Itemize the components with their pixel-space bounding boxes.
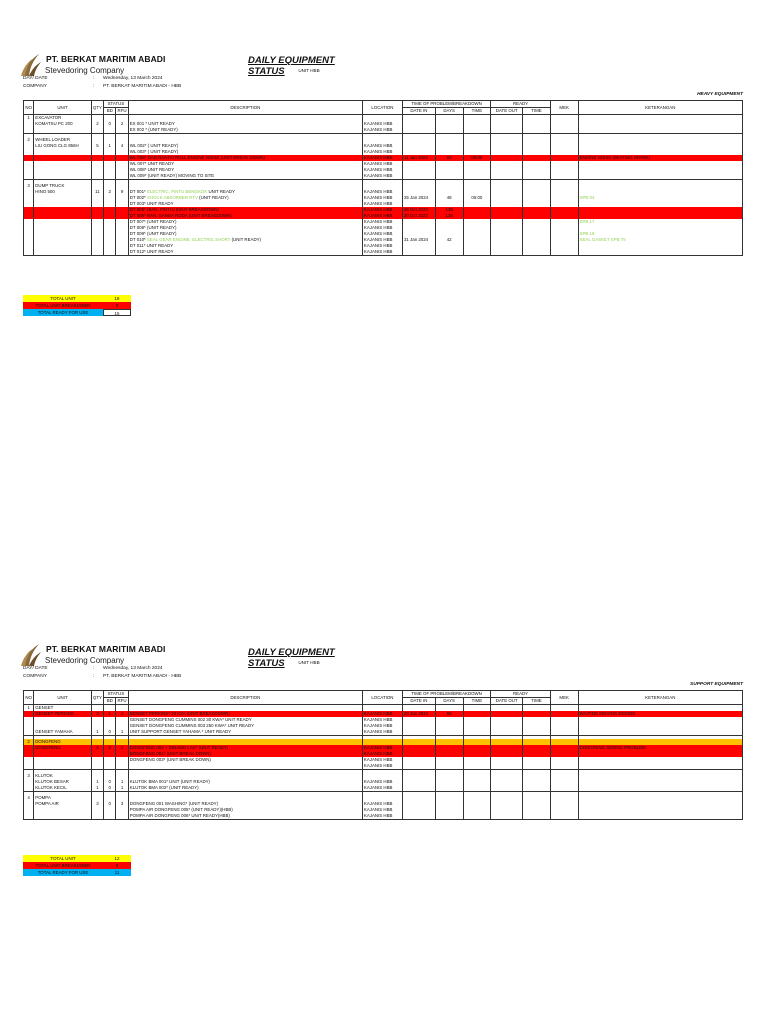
status-text: (UNIT READY) [230,237,262,242]
cell-qty [91,249,103,256]
company-name: PT. BERKAT MARITIM ABADI [46,54,166,64]
header-days: DAYS [435,698,463,705]
cell-rfu: 2 [116,121,128,127]
cell-time: 09:00 [463,155,491,161]
cell-desc: DT 005* (BAN, PINTU) (UNIT BREAKDOWN) [128,207,362,213]
report-subtitle: UNIT HBB [298,68,320,73]
cell-qty [91,813,103,820]
cell-loc: KAJANIS HBB [362,757,402,763]
header-unit: UNIT [34,101,92,115]
report-subtitle: UNIT HBB [298,660,320,665]
company-label: COMPANY [23,84,47,89]
cell-desc: DT 003* UNIT READY [128,201,362,207]
header-time-problem: TIME OF PROBLEM/BREAKDOWN [402,691,490,698]
cell-loc: KAJANIS HBB [362,779,402,785]
cell-no: 1 [24,115,34,122]
header-status: STATUS [104,691,129,698]
cell-no [24,249,34,256]
separator: : [93,76,95,81]
cell-days: 139 [435,207,463,213]
cell-loc: KAJANIS HBB [362,717,402,723]
total-ready-row [23,869,131,876]
cell-desc: DONGFENG 003* (UNIT BREAK DOWN) [128,757,362,763]
cell-loc: KAJANIS HBB [362,249,402,256]
cell-bd: 0 [104,121,116,127]
cell-desc: DT 007* (UNIT READY) [128,219,362,225]
cell-days: 63 [435,155,463,161]
cell-loc: KAJANIS HBB [362,201,402,207]
cell-desc: GENSET DONGFENG CUMMINS 002 30 KWA* UNIT READY [128,717,362,723]
cell-mek [550,249,578,256]
day-date-value: Wednesday, 13 March 2024 [103,76,163,81]
header-mek: MEK [550,691,578,705]
cell-desc: WL 006* DAN RANTAI ROLL ENGINE NOISE (UNIT BREAK DOWN) [128,155,362,161]
cell-time2 [523,813,551,820]
cell-date-in: 31 Jan 2024 [402,237,435,243]
cell-loc: KAJANIS HBB [362,729,402,736]
cell-qty: 11 [91,189,103,195]
cell-note [578,249,742,256]
cell-bd: 0 [104,729,116,736]
cell-date-out [491,249,523,256]
header-date-in: DATE IN [402,108,435,115]
cell-rfu [116,249,128,256]
cell-loc: KAJANIS HBB [362,155,402,161]
header-time-ready: TIME [523,108,551,115]
company-subtitle: Stevedoring Company [45,656,125,665]
cell-bd: 2 [104,745,116,751]
cell-desc: DT 008* (UNIT READY) [128,225,362,231]
cell-unit [34,813,92,820]
report-page-support-equipment [0,638,768,888]
total-unit-row [23,855,131,862]
cell-no: 4 [24,795,34,801]
cell-rfu: 2 [116,711,128,717]
day-date-row [23,666,163,671]
company-name: PT. BERKAT MARITIM ABADI [46,644,166,654]
cell-note: WAITING MOVING ENGINE [578,711,742,717]
cell-days: 135 [435,213,463,219]
cell-loc: KAJANIS HBB [362,723,402,729]
total-ready-value: 15 [103,309,131,316]
header-mek: MEK [550,101,578,115]
cell-loc: KAJANIS HBB [362,801,402,807]
cell-loc: KAJANIS HBB [362,237,402,243]
separator: : [93,666,95,671]
separator: : [93,84,95,89]
separator: : [93,674,95,679]
total-breakdown-row [23,862,131,869]
header-rfu: RFU [117,698,127,703]
cell-no: 2 [24,739,34,745]
problem-note-text: ELECTRIC, PINTU BENGKOK [146,189,208,194]
cell-unit: GENSET YAMAHA [34,729,92,736]
cell-unit: EXCAVATOR [34,115,92,122]
cell-date-in [402,813,435,820]
cell-bd: 0 [104,779,116,785]
description-text: DT 010* [129,237,147,242]
cell-unit: DONGFENG [34,745,92,751]
cell-note: ENGINE NOISE (WAITING SPARE) [578,155,742,161]
header-location: LOCATION [362,101,402,115]
header-rfu: RFU [117,108,127,113]
cell-desc: KLUTOK BMA 001* UNIT (UNIT READY) [128,779,362,785]
cell-desc: GENSET DONGFENG CUMMINS 003 250 KWA* UNIT READY [128,723,362,729]
company-row [23,84,182,89]
cell-days: 42 [435,237,463,243]
cell-loc: KAJANIS HBB [362,189,402,195]
day-date-label: DAY/ DATE [23,666,48,671]
header-time-problem: TIME OF PROBLEM/BREAKDOWN [402,101,490,108]
cell-date-in: 30 Oct 2023 [402,213,435,219]
cell-unit: KOMATSU PC 200 [34,121,92,127]
cell-time: 06:00 [463,195,491,201]
cell-unit: POMPA [34,795,92,801]
cell-rfu: 4 [116,143,128,149]
cell-date-in: 11 Jan 2024 [402,155,435,161]
cell-desc: DT 012* UNIT READY [128,249,362,256]
cell-loc: KAJANIS HBB [362,807,402,813]
cell-date-out [491,813,523,820]
cell-no [24,813,34,820]
problem-note-text: SHOCK ABSORBER RTV [146,195,198,200]
cell-desc: DONGFENG 002 + DINAMO LAS* (UNIT READY) [128,745,362,751]
company-logo-icon [20,642,42,668]
cell-desc: DONGFENG 001 WASHING* (UNIT READY) [128,801,362,807]
equipment-status-table [23,100,743,256]
cell-loc: KAJANIS HBB [362,207,402,213]
cell-loc: KAJANIS HBB [362,785,402,792]
header-no: NO [24,691,34,705]
cell-unit: GENSET PERKINS [34,711,92,717]
cell-loc: KAJANIS HBB [362,751,402,757]
cell-loc: KAJANIS HBB [362,143,402,149]
cell-note: SPB 18 [578,231,742,237]
cell-unit: LIU GONG CLG 856H [34,143,92,149]
total-breakdown-value: 3 [103,862,131,869]
cell-rfu: 1 [116,729,128,736]
cell-loc: KAJANIS HBB [362,231,402,237]
cell-days [435,813,463,820]
cell-desc: DT 011* UNIT READY [128,243,362,249]
cell-no: 3 [24,773,34,779]
cell-loc: KAJANIS HBB [362,167,402,173]
cell-loc: KAJANIS HBB [362,213,402,219]
cell-note: SPB 17 [578,219,742,225]
description-text: DT 001* [129,189,147,194]
header-bd: BD [104,108,116,115]
header-no: NO [24,101,34,115]
cell-qty: 4 [91,745,103,751]
header-ready: READY [491,691,551,698]
cell-note: SPB 04 [578,195,742,201]
cell-no: 3 [24,183,34,189]
header-bd: BD [104,698,116,705]
cell-loc: KAJANIS HBB [362,121,402,127]
header-description: DESCRIPTION [128,101,362,115]
cell-bd: 2 [104,189,116,195]
cell-qty: 3 [91,711,103,717]
cell-desc: WL 002* ( UNIT READY) [128,143,362,149]
cell-unit [34,249,92,256]
cell-unit: HINO 500 [34,189,92,195]
cell-rfu: 1 [116,779,128,785]
cell-no: 1 [24,705,34,712]
header-qty: QTY [91,691,103,705]
cell-rfu: 1 [116,785,128,792]
cell-time [463,813,491,820]
header-location: LOCATION [362,691,402,705]
cell-days: 48 [435,195,463,201]
cell-loc: KAJANIS HBB [362,813,402,820]
cell-days [435,249,463,256]
cell-loc: KAJANIS HBB [362,243,402,249]
cell-unit: DUMP TRUCK [34,183,92,189]
report-page-heavy-equipment [0,0,768,330]
total-breakdown-row [23,302,131,309]
problem-note-text: SEAL GEAR ENGINE, ELECTRIC SHORT [146,237,231,242]
total-unit-label: TOTAL UNIT [23,855,103,862]
total-breakdown-label: TOTAL UNIT BREAKDOWN [23,302,103,309]
header-time: TIME [463,108,491,115]
cell-unit: POMPA AIR [34,801,92,807]
header-description: DESCRIPTION [128,691,362,705]
cell-no: 2 [24,137,34,143]
header-date-out: DATE OUT [491,698,523,705]
header-time: TIME [463,698,491,705]
table-row [24,249,743,256]
total-ready-label: TOTAL READY FOR USE [23,309,103,316]
total-unit-value: 18 [103,295,131,302]
total-ready-label: TOTAL READY FOR USE [23,869,103,876]
cell-desc: GENSET PERKINS* 15 KVA (UNIT BREAKDOWN) [128,711,362,717]
cell-loc: KAJANIS HBB [362,161,402,167]
header-date-in: DATE IN [402,698,435,705]
cell-bd: 0 [104,785,116,792]
cell-unit: GENSET [34,705,92,712]
report-title: DAILY EQUIPMENT STATUS [248,647,335,669]
status-text: UNIT READY [207,189,235,194]
day-date-row [23,76,163,81]
company-value: PT. BERKAT MARITIM ABADI - HBB [103,84,182,89]
header-status: STATUS [104,101,129,108]
cell-loc: KAJANIS HBB [362,225,402,231]
cell-rfu [116,813,128,820]
company-subtitle: Stevedoring Company [45,66,125,75]
cell-bd [104,813,116,820]
cell-desc: WL 008* UNIT READY [128,167,362,173]
header-ready: READY [491,101,551,108]
cell-desc: DONGFENG 001* (UNIT BREAK DOWN) [128,751,362,757]
cell-loc: KAJANIS HBB [362,173,402,180]
cell-note: DONGFENG SERING PROBLEM [578,745,742,751]
day-date-value: Wednesday, 13 March 2024 [103,666,163,671]
cell-unit: KLUTOK [34,773,92,779]
cell-desc: KLUTOK BMA 002* (UNIT READY) [128,785,362,792]
company-row [23,674,182,679]
cell-desc: DT 006* BAN, GANDA RODA (UNIT BREAKDOWN) [128,213,362,219]
cell-loc: KAJANIS HBB [362,127,402,134]
company-value: PT. BERKAT MARITIM ABADI - HBB [103,674,182,679]
cell-desc: POMPA AIR DONGFENG 006* UNIT READY(HBB) [128,813,362,820]
cell-bd: 0 [104,801,116,807]
company-label: COMPANY [23,674,47,679]
cell-mek [550,813,578,820]
cell-bd: 1 [104,711,116,717]
total-breakdown-value: 3 [103,302,131,309]
cell-note [578,813,742,820]
header-time-ready: TIME [523,698,551,705]
cell-days: 50 [435,711,463,717]
table-row [24,813,743,820]
cell-loc: KAJANIS HBB [362,711,402,717]
cell-date-in: 25 Jan 2024 [402,195,435,201]
cell-loc: KAJANIS HBB [362,219,402,225]
total-breakdown-label: TOTAL UNIT BREAKDOWN [23,862,103,869]
header-unit: UNIT [34,691,92,705]
header-keterangan: KETERANGAN [578,691,742,705]
day-date-label: DAY/ DATE [23,76,48,81]
status-text: (UNIT READY) [197,195,229,200]
cell-qty: 1 [91,779,103,785]
equipment-category: HEAVY EQUIPMENT [697,92,743,97]
cell-desc: UNIT SUPPORT GENSET YAHAMA * UNIT READY [128,729,362,736]
cell-desc: WL 009* (UNIT READY) MOVING TO SITE [128,173,362,180]
cell-date-in [402,249,435,256]
cell-rfu: 2 [116,745,128,751]
cell-unit: DONGFENG [34,739,92,745]
cell-qty: 2 [91,121,103,127]
cell-qty: 5 [91,143,103,149]
cell-note: SEAL GASKET SPB 75 [578,237,742,243]
cell-bd: 1 [104,143,116,149]
cell-unit: WHEEL LOADER [34,137,92,143]
cell-qty: 1 [91,729,103,736]
header-keterangan: KETERANGAN [578,101,742,115]
total-unit-row [23,295,131,302]
total-unit-value: 12 [103,855,131,862]
cell-desc: EX 001 * UNIT READY [128,121,362,127]
total-ready-row [23,309,131,316]
equipment-category: SUPPORT EQUIPMENT [690,682,743,687]
cell-time2 [523,249,551,256]
cell-desc: WL 003* ( UNIT READY) [128,149,362,155]
total-ready-value: 11 [103,869,131,876]
cell-rfu: 3 [116,801,128,807]
cell-desc: EX 002 * (UNIT READY) [128,127,362,134]
cell-desc: DT 009* (UNIT READY) [128,231,362,237]
cell-unit: KLUTOK KECIL [34,785,92,792]
cell-unit: KLUTOK BESAR [34,779,92,785]
company-logo-icon [20,52,42,78]
cell-desc: POMPA AIR DONGFENG 005* (UNIT READY)(HBB) [128,807,362,813]
description-text: DT 002* [129,195,147,200]
header-days: DAYS [435,108,463,115]
header-qty: QTY [91,101,103,115]
cell-rfu: 9 [116,189,128,195]
cell-loc: KAJANIS HBB [362,763,402,770]
cell-date-in: 26 Oct 2023 [402,207,435,213]
cell-qty: 3 [91,801,103,807]
cell-loc: KAJANIS HBB [362,149,402,155]
cell-qty: 1 [91,785,103,792]
total-unit-label: TOTAL UNIT [23,295,103,302]
cell-bd [104,249,116,256]
header-date-out: DATE OUT [491,108,523,115]
cell-loc: KAJANIS HBB [362,745,402,751]
cell-time [463,249,491,256]
equipment-status-table [23,690,743,820]
cell-date-in: 23 Jan 2024 [402,711,435,717]
cell-loc: KAJANIS HBB [362,195,402,201]
report-title: DAILY EQUIPMENT STATUS [248,55,335,77]
cell-desc: WL 007* UNIT READY [128,161,362,167]
